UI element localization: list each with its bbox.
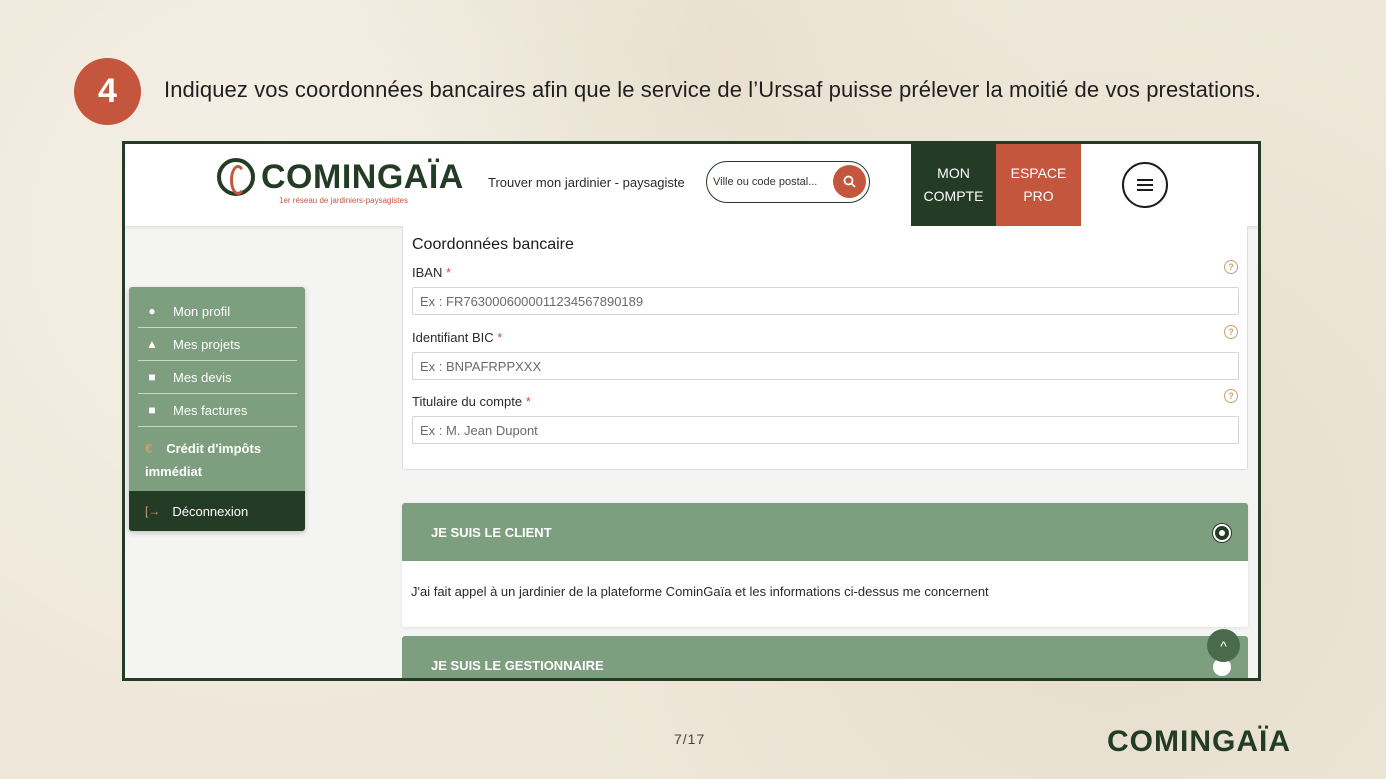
help-icon[interactable]: ? — [1224, 389, 1238, 403]
find-gardener-link[interactable]: Trouver mon jardinier - paysagiste — [488, 175, 685, 190]
leaf-logo-icon — [217, 158, 255, 196]
account-holder-label: Titulaire du compte * — [412, 394, 531, 409]
user-icon: ● — [148, 304, 156, 318]
bank-details-card — [402, 226, 1248, 470]
my-account-line2: COMPTE — [923, 188, 984, 204]
search-icon — [843, 175, 856, 188]
sidebar-item-label: Mon profil — [173, 303, 231, 319]
document-icon: ■ — [148, 370, 156, 384]
footer-logo: COMINGAÏA — [1107, 725, 1291, 758]
search-button[interactable] — [833, 165, 866, 198]
step-instruction: Indiquez vos coordonnées bancaires afin que le service de l’Urssaf puisse prélever la moitié de vos prestations. — [164, 77, 1262, 102]
logout-label: Déconnexion — [172, 503, 249, 519]
sidebar-item-invoices[interactable] — [138, 394, 297, 427]
search-box — [706, 161, 870, 203]
client-option-description: J'ai fait appel à un jardinier de la plateforme CominGaïa et les informations ci-dessus me concernent — [411, 584, 989, 599]
manager-option-header[interactable] — [402, 636, 1248, 681]
account-sidebar — [129, 287, 305, 531]
screenshot-frame — [122, 141, 1261, 681]
site-header — [125, 144, 1258, 226]
client-radio-selected[interactable] — [1213, 524, 1231, 542]
logo-tagline: 1er réseau de jardiniers-paysagistes — [279, 196, 408, 205]
pro-space-line2: PRO — [1023, 188, 1054, 204]
logo-text: COMINGAÏA — [261, 158, 464, 196]
pro-space-button[interactable] — [996, 144, 1081, 226]
sidebar-item-label: Mes devis — [173, 369, 232, 385]
page-number: 7/17 — [674, 731, 706, 747]
help-icon[interactable]: ? — [1224, 260, 1238, 274]
bell-icon: ▲ — [146, 337, 158, 351]
client-option-title: JE SUIS LE CLIENT — [431, 524, 552, 540]
pro-space-line1: ESPACE — [1010, 165, 1067, 181]
help-icon[interactable]: ? — [1224, 325, 1238, 339]
sidebar-item-label: Mes factures — [173, 402, 248, 418]
sidebar-item-projects[interactable] — [138, 328, 297, 361]
client-option-panel — [402, 503, 1248, 627]
bic-field[interactable] — [412, 352, 1239, 380]
document-icon: ■ — [148, 403, 156, 417]
step-number-badge: 4 — [74, 58, 141, 125]
my-account-line1: MON — [937, 165, 970, 181]
sidebar-credit-line2: immédiat — [145, 464, 203, 479]
bank-details-title: Coordonnées bancaire — [412, 236, 574, 253]
bic-label: Identifiant BIC * — [412, 330, 503, 345]
logout-button[interactable] — [129, 491, 305, 531]
scroll-to-top-icon[interactable]: ^ — [1207, 629, 1240, 662]
client-option-header[interactable] — [402, 503, 1248, 561]
site-logo[interactable] — [217, 158, 464, 205]
sidebar-item-profile[interactable] — [138, 295, 297, 328]
iban-label: IBAN * — [412, 265, 452, 280]
sidebar-item-tax-credit[interactable] — [138, 431, 297, 483]
iban-field[interactable] — [412, 287, 1239, 315]
search-input[interactable] — [713, 173, 831, 191]
manager-option-title: JE SUIS LE GESTIONNAIRE — [431, 658, 604, 673]
euro-icon: € — [145, 441, 153, 456]
account-holder-field[interactable] — [412, 416, 1239, 444]
logout-icon: [→ — [145, 504, 161, 518]
sidebar-credit-line1: Crédit d'impôts — [166, 441, 262, 456]
sidebar-item-label: Mes projets — [173, 336, 241, 352]
hamburger-menu-icon[interactable] — [1122, 162, 1168, 208]
my-account-button[interactable] — [911, 144, 996, 226]
sidebar-item-quotes[interactable] — [138, 361, 297, 394]
